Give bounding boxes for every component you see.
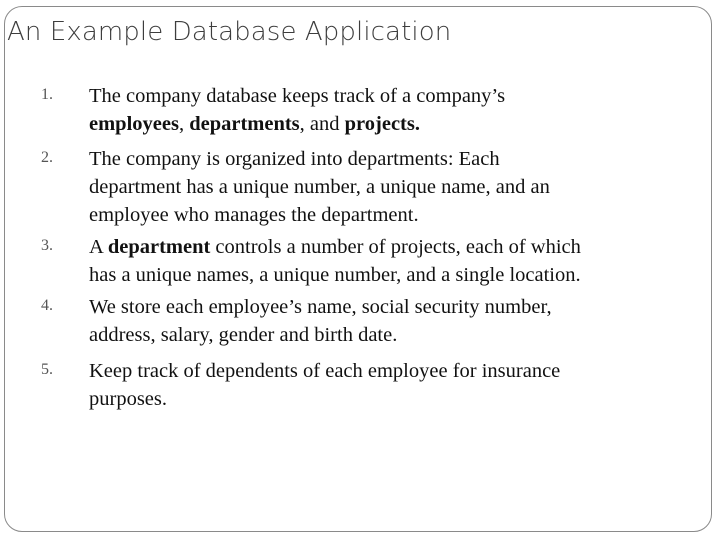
list-text-4-line-1: We store each employee’s name, social security number, — [89, 296, 552, 318]
list-number-2: 2. — [41, 149, 53, 166]
list-text-2-line-3: employee who manages the department. — [89, 204, 419, 226]
list-text-3-suffix: controls a number of projects, each of which — [210, 236, 581, 258]
list-text-5 — [89, 357, 689, 413]
list-text-3 — [89, 233, 689, 289]
list-text-2-line-1: The company is organized into departments: Each — [89, 148, 500, 170]
separator-2: , and — [299, 113, 345, 135]
list-text-3-line-2: has a unique names, a unique number, and a single location. — [89, 264, 581, 286]
list-text-4 — [89, 293, 689, 349]
list-text-5-line-1: Keep track of dependents of each employee for insurance — [89, 360, 561, 382]
list-text-2 — [89, 145, 689, 229]
departments-term: departments — [189, 113, 300, 135]
list-text-3-prefix: A — [89, 236, 108, 258]
list-number-5: 5. — [41, 361, 53, 378]
list-number-1: 1. — [41, 86, 53, 103]
list-text-3-line-1 — [89, 233, 689, 261]
projects-term: projects. — [344, 113, 420, 135]
list-text-2-line-2: department has a unique number, a unique name, and an — [89, 176, 550, 198]
department-term: department — [107, 236, 211, 258]
slide-title: An Example Database Application — [7, 17, 452, 47]
list-text-1-line-1: The company database keeps track of a company’s — [89, 85, 506, 107]
list-text-1 — [89, 82, 689, 138]
list-text-4-line-2: address, salary, gender and birth date. — [89, 324, 398, 346]
separator-1: , — [178, 113, 190, 135]
employees-term: employees — [89, 113, 179, 135]
list-text-1-line-2 — [89, 110, 689, 138]
list-text-5-line-2: purposes. — [89, 388, 168, 410]
list-number-3: 3. — [41, 237, 53, 254]
list-number-4: 4. — [41, 297, 53, 314]
